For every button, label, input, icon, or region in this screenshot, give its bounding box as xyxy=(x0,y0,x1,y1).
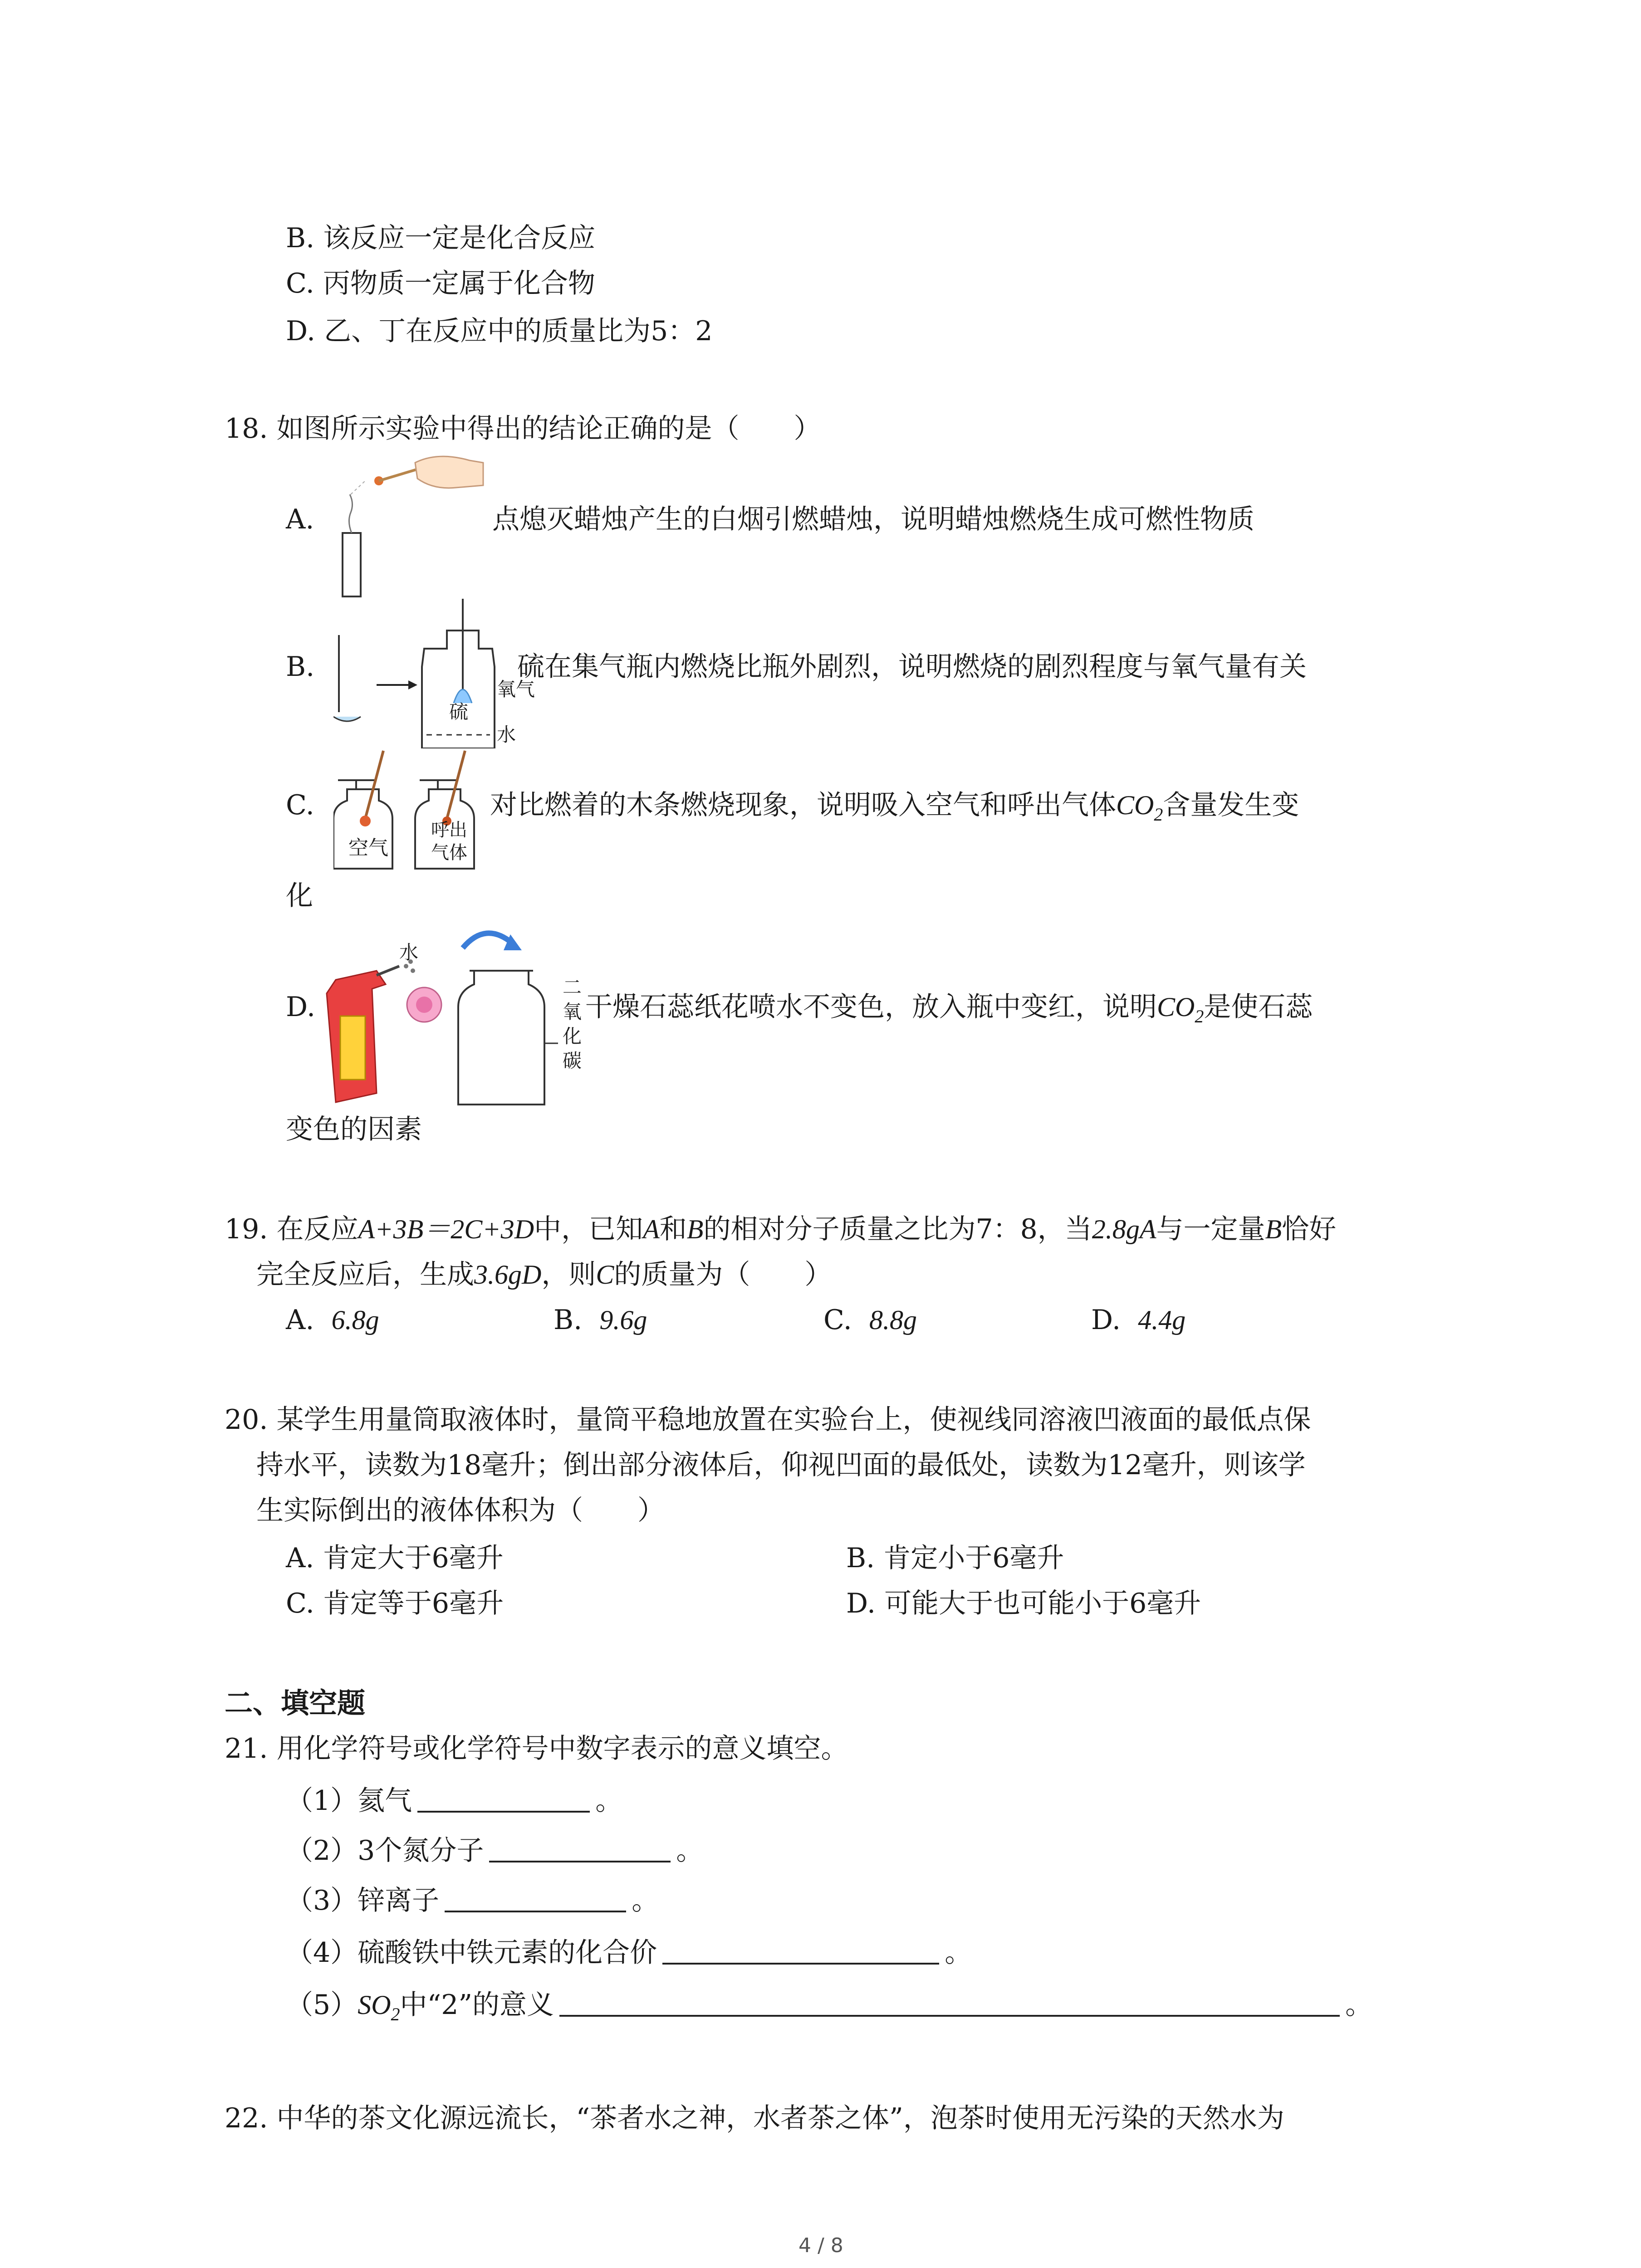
q19-line-1: 19. 在反应A+3B＝2C+3D中，已知A和B的相对分子质量之比为7：8，当2.8gA与一定量B恰好 xyxy=(225,1213,1337,1245)
fig-b-sulfur-label: 硫 xyxy=(449,701,469,723)
fig-d-water-label: 水 xyxy=(399,941,419,963)
fig-c-breath-label-2: 气体 xyxy=(431,842,467,863)
candle-relight-figure xyxy=(333,454,488,599)
q21-part-3: （3）锌离子 。 xyxy=(286,1885,659,1916)
q22-line-1: 22. 中华的茶文化源远流长，“茶者水之神，水者茶之体”，泡茶时使用无污染的天然水为 xyxy=(225,2102,1284,2134)
q17-option-d: D. 乙、丁在反应中的质量比为5：2 xyxy=(286,315,713,347)
q21-blank-2[interactable] xyxy=(489,1835,671,1862)
q20-option-a: A. 肯定大于6毫升 xyxy=(286,1542,504,1574)
q17-option-c: C. 丙物质一定属于化合物 xyxy=(286,268,595,299)
fig-c-air-label: 空气 xyxy=(348,836,388,860)
sulfur-oxygen-figure xyxy=(333,599,510,748)
fig-c-breath-label-1: 呼出 xyxy=(431,820,467,841)
q19-line-2: 完全反应后，生成3.6gD，则C的质量为（ ） xyxy=(256,1259,832,1290)
q21-blank-4[interactable] xyxy=(662,1937,939,1965)
fig-d-co2-label-1: 二 xyxy=(563,976,582,998)
q18-option-d-label: D. xyxy=(286,991,316,1023)
q17-option-b: B. 该反应一定是化合反应 xyxy=(286,222,596,254)
q19-option-d: D. 4.4g xyxy=(1091,1304,1186,1336)
q18-option-b-label: B. xyxy=(286,651,315,683)
q20-option-b: B. 肯定小于6毫升 xyxy=(846,1542,1064,1574)
fig-d-co2-label-3: 化 xyxy=(563,1025,582,1047)
q21-part-2: （2）3个氮分子 。 xyxy=(286,1835,704,1867)
q21-blank-3[interactable] xyxy=(445,1885,626,1912)
q18-option-d-text-cont: 变色的因素 xyxy=(286,1114,422,1145)
q18-option-c-label: C. xyxy=(286,789,314,821)
section-title-fill-in: 二、填空题 xyxy=(225,1686,366,1720)
q19-option-a: A. 6.8g xyxy=(286,1304,379,1336)
q18-option-a-label: A. xyxy=(286,503,314,535)
q21-blank-5[interactable] xyxy=(559,1989,1340,2017)
q19-option-b: B. 9.6g xyxy=(554,1304,647,1336)
q20-line-2: 持水平，读数为18毫升；倒出部分液体后，仰视凹面的最低处，读数为12毫升，则该学 xyxy=(256,1449,1306,1481)
q18-option-d-text: 干燥石蕊纸花喷水不变色，放入瓶中变红，说明$CO_2$是使石蕊 xyxy=(585,991,1313,1026)
fig-b-oxygen-label: 氧气 xyxy=(497,678,535,700)
litmus-co2-figure xyxy=(322,925,567,1107)
q18-option-c-text-cont: 化 xyxy=(286,880,313,912)
q18-option-c-text: 对比燃着的木条燃烧现象，说明吸入空气和呼出气体$CO_2$含量发生变 xyxy=(490,789,1299,825)
q18-stem: 18. 如图所示实验中得出的结论正确的是（ ） xyxy=(225,413,821,445)
q21-part-1: （1）氦气 。 xyxy=(286,1785,623,1817)
q20-line-1: 20. 某学生用量筒取液体时，量筒平稳地放置在实验台上，使视线同溶液凹液面的最低点保 xyxy=(225,1404,1311,1436)
fig-d-co2-label-4: 碳 xyxy=(563,1050,582,1072)
q20-option-d: D. 可能大于也可能小于6毫升 xyxy=(846,1588,1201,1619)
q21-part-5: $(5)SO_2$中“2”的意义 。 xyxy=(286,1989,1373,2024)
q18-option-a-text: 点熄灭蜡烛产生的白烟引燃蜡烛，说明蜡烛燃烧生成可燃性物质 xyxy=(492,503,1254,535)
fig-b-water-label: 水 xyxy=(497,723,516,746)
q20-line-3: 生实际倒出的液体体积为（ ） xyxy=(256,1495,665,1526)
q19-option-c: C. 8.8g xyxy=(823,1304,917,1336)
q18-option-b-text: 硫在集气瓶内燃烧比瓶外剧烈，说明燃烧的剧烈程度与氧气量有关 xyxy=(517,651,1307,683)
q21-stem: 21. 用化学符号或化学符号中数字表示的意义填空。 xyxy=(225,1733,848,1765)
q20-option-c: C. 肯定等于6毫升 xyxy=(286,1588,504,1619)
q21-blank-1[interactable] xyxy=(417,1785,590,1813)
q21-part-4: （4）硫酸铁中铁元素的化合价 。 xyxy=(286,1937,972,1969)
fig-d-co2-label-2: 氧 xyxy=(563,1001,582,1023)
page-number: 4 / 8 xyxy=(798,2234,843,2257)
